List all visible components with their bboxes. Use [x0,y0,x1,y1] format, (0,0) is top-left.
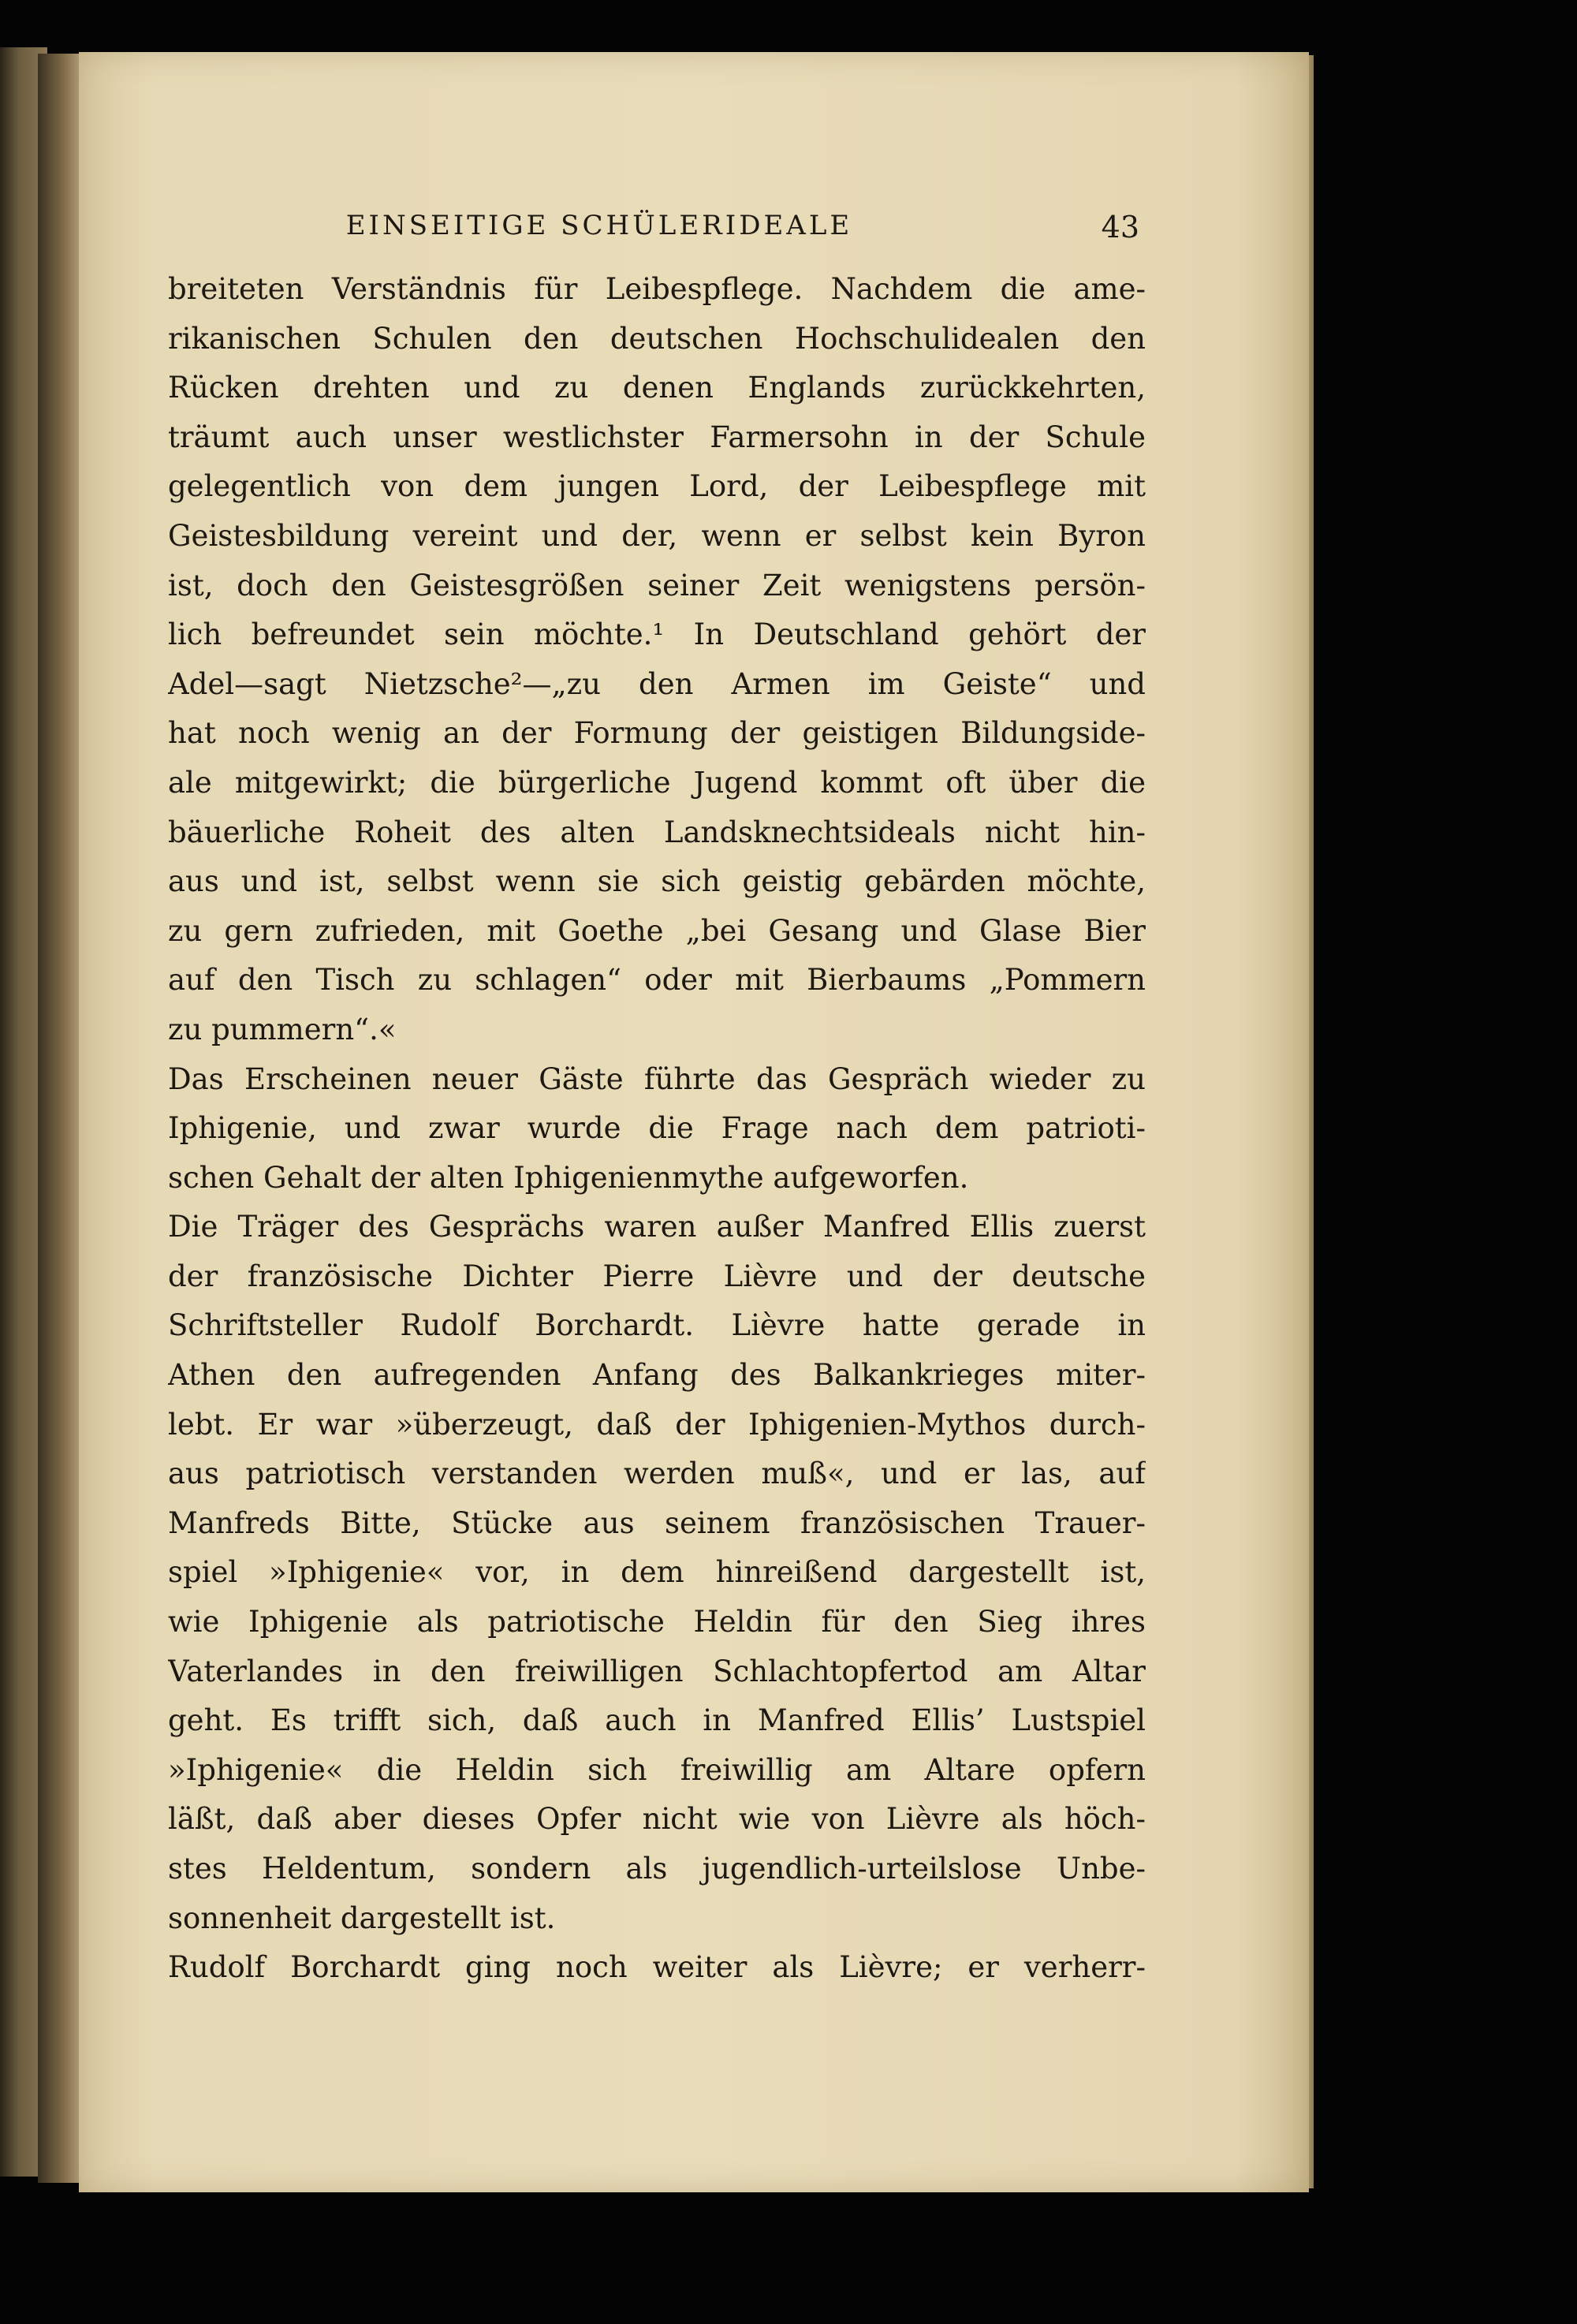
text-line: schen Gehalt der alten Iphigenienmythe aufgeworfen. [168,1160,969,1195]
text-line: bäuerliche Roheit des alten Landsknechtsideals nicht hin- [168,815,1146,849]
text-line: ist, doch den Geistesgrößen seiner Zeit wenigstens persön- [168,568,1146,602]
text-line: Manfreds Bitte, Stücke aus seinem französischen Trauer- [168,1505,1146,1540]
text-line: stes Heldentum, sondern als jugendlich-urteilslose Unbe- [168,1852,1146,1886]
text-line: »Iphigenie« die Heldin sich freiwillig am Altare opfern [168,1752,1146,1787]
text-line: Das Erscheinen neuer Gäste führte das Gespräch wieder zu [168,1061,1146,1096]
body-text [168,265,1146,1993]
running-title: EINSEITIGE SCHÜLERIDEALE [345,210,853,241]
text-line: lich befreundet sein möchte.¹ In Deutschland gehört der [168,617,1146,652]
book-page [79,52,1309,2192]
text-line: spiel »Iphigenie« vor, in dem hinreißend dargestellt ist, [168,1555,1146,1590]
text-line: zu gern zufrieden, mit Goethe „bei Gesang und Glase Bier [168,913,1146,948]
text-line: rikanischen Schulen den deutschen Hochschulidealen den [168,321,1146,356]
text-line: auf den Tisch zu schlagen“ oder mit Bierbaums „Pommern [168,963,1146,998]
text-line: sonnenheit dargestellt ist. [168,1901,556,1935]
text-line: zu pummern“.« [168,1012,397,1046]
text-line: läßt, daß aber dieses Opfer nicht wie von Lièvre als höch- [168,1802,1146,1837]
text-line: Athen den aufregenden Anfang des Balkankrieges miter- [168,1358,1146,1393]
text-line: Adel—sagt Nietzsche²—„zu den Armen im Geiste“ und [168,666,1146,701]
running-head [173,210,1139,257]
text-line: Rudolf Borchardt ging noch weiter als Lièvre; er verherr- [168,1950,1146,1985]
text-line: aus und ist, selbst wenn sie sich geistig gebärden möchte, [168,864,1146,899]
text-line: gelegentlich von dem jungen Lord, der Leibespflege mit [168,469,1146,504]
text-line: wie Iphigenie als patriotische Heldin für den Sieg ihres [168,1605,1146,1639]
text-line: hat noch wenig an der Formung der geistigen Bildungside- [168,716,1146,751]
text-line: Schriftsteller Rudolf Borchardt. Lièvre hatte gerade in [168,1308,1146,1343]
text-line: aus patriotisch verstanden werden muß«, und er las, auf [168,1457,1146,1491]
text-line: Rücken drehten und zu denen Englands zurückkehrten, [168,371,1146,405]
page-number: 43 [1101,210,1139,244]
text-line: Iphigenie, und zwar wurde die Frage nach dem patrioti- [168,1111,1146,1146]
book-gutter [38,54,84,2183]
text-line: Geistesbildung vereint und der, wenn er selbst kein Byron [168,518,1146,553]
text-line: geht. Es trifft sich, daß auch in Manfred Ellis’ Lustspiel [168,1703,1146,1738]
text-line: Die Träger des Gesprächs waren außer Manfred Ellis zuerst [168,1210,1146,1244]
text-line: Vaterlandes in den freiwilligen Schlachtopfertod am Altar [168,1654,1146,1688]
text-line: träumt auch unser westlichster Farmersohn in der Schule [168,420,1146,454]
text-line: der französische Dichter Pierre Lièvre und der deutsche [168,1259,1146,1293]
text-line: breiteten Verständnis für Leibespflege. Nachdem die ame- [168,272,1146,306]
text-line: lebt. Er war »überzeugt, daß der Iphigenien-Mythos durch- [168,1407,1146,1442]
text-line: ale mitgewirkt; die bürgerliche Jugend kommt oft über die [168,765,1146,800]
